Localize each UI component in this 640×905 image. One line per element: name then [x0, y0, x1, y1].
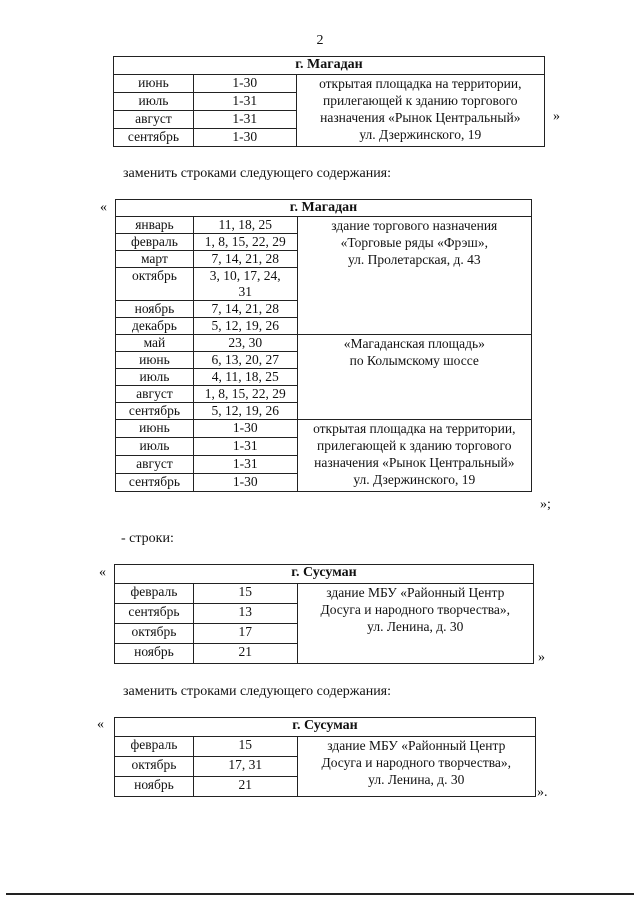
days-cell: 1-31 — [193, 438, 297, 456]
address-line: ул. Ленина, д. 30 — [368, 772, 465, 787]
days-cell: 15 — [193, 584, 297, 604]
address-line: здание МБУ «Районный Центр — [327, 738, 506, 753]
month-cell: июнь — [114, 75, 194, 93]
days-cell: 13 — [193, 604, 297, 624]
address-line: прилегающей к зданию торгового — [317, 438, 512, 453]
month-cell: январь — [116, 217, 194, 234]
address-cell — [296, 75, 544, 147]
table-header-city: г. Магадан — [116, 200, 532, 217]
address-line: Досуга и народного творчества», — [320, 602, 511, 617]
days-cell: 17 — [193, 624, 297, 644]
address-line: здание торгового назначения — [331, 218, 498, 233]
address-line: Досуга и народного творчества», — [321, 755, 512, 770]
closing-quote: » — [538, 650, 545, 665]
days-cell: 5, 12, 19, 26 — [193, 318, 297, 335]
opening-quote: « — [100, 200, 107, 215]
address-cell — [297, 737, 535, 797]
days-cell: 1, 8, 15, 22, 29 — [193, 386, 297, 403]
days-cell: 21 — [193, 644, 297, 664]
table-header-city: г. Сусуман — [115, 718, 536, 737]
address-line: ул. Пролетарская, д. 43 — [347, 252, 481, 267]
month-cell: май — [116, 335, 194, 352]
opening-quote: « — [99, 565, 106, 580]
days-cell: 1-31 — [193, 111, 296, 129]
closing-quote: » — [553, 109, 560, 124]
days-cell — [193, 268, 297, 301]
address-cell — [297, 335, 531, 420]
days-cell: 5, 12, 19, 26 — [193, 403, 297, 420]
address-line: «Магаданская площадь» — [343, 336, 485, 351]
month-cell: август — [114, 111, 194, 129]
days-line: 31 — [238, 284, 252, 299]
days-cell: 11, 18, 25 — [193, 217, 297, 234]
days-cell: 7, 14, 21, 28 — [193, 301, 297, 318]
month-cell: сентябрь — [116, 474, 194, 492]
opening-quote: « — [97, 717, 104, 732]
month-cell: ноябрь — [116, 301, 194, 318]
table-magadan-new — [115, 199, 532, 492]
address-line: здание МБУ «Районный Центр — [326, 585, 505, 600]
address-line: открытая площадка на территории, — [319, 76, 522, 91]
month-cell: сентябрь — [116, 403, 194, 420]
days-cell: 23, 30 — [193, 335, 297, 352]
days-cell: 1-30 — [193, 474, 297, 492]
days-cell: 17, 31 — [193, 757, 297, 777]
address-line: назначения «Рынок Центральный» — [314, 455, 515, 470]
month-cell: июль — [114, 93, 194, 111]
days-cell: 4, 11, 18, 25 — [193, 369, 297, 386]
address-line: «Торговые ряды «Фрэш», — [340, 235, 488, 250]
bottom-rule — [6, 893, 634, 895]
days-cell: 6, 13, 20, 27 — [193, 352, 297, 369]
month-cell: ноябрь — [115, 777, 194, 797]
address-line: по Колымскому шоссе — [349, 353, 479, 368]
month-cell: март — [116, 251, 194, 268]
days-cell: 1-30 — [193, 129, 296, 147]
days-cell: 15 — [193, 737, 297, 757]
month-cell: июль — [116, 369, 194, 386]
address-cell — [297, 420, 531, 492]
closing-quote: »; — [540, 497, 551, 512]
month-cell: июль — [116, 438, 194, 456]
month-cell: февраль — [115, 737, 194, 757]
month-cell: август — [116, 456, 194, 474]
month-cell: октябрь — [115, 757, 194, 777]
month-cell: июнь — [116, 420, 194, 438]
days-cell: 1-30 — [193, 75, 296, 93]
days-cell: 1-31 — [193, 456, 297, 474]
table-header-city: г. Магадан — [114, 57, 545, 75]
days-cell: 1-31 — [193, 93, 296, 111]
month-cell: сентябрь — [115, 604, 194, 624]
month-cell: декабрь — [116, 318, 194, 335]
month-cell: ноябрь — [115, 644, 194, 664]
address-line: назначения «Рынок Центральный» — [320, 110, 521, 125]
table-magadan-old — [113, 56, 545, 147]
month-cell: октябрь — [115, 624, 194, 644]
month-cell: июнь — [116, 352, 194, 369]
table-header-city: г. Сусуман — [115, 565, 534, 584]
table-susuman-new — [114, 717, 536, 797]
address-line: ул. Дзержинского, 19 — [353, 472, 476, 487]
address-line: ул. Ленина, д. 30 — [367, 619, 464, 634]
paragraph-lines: - строки: — [121, 531, 174, 546]
days-cell: 1-30 — [193, 420, 297, 438]
paragraph-replace: заменить строками следующего содержания: — [123, 166, 392, 181]
month-cell: февраль — [115, 584, 194, 604]
address-line: ул. Дзержинского, 19 — [359, 127, 482, 142]
address-line: прилегающей к зданию торгового — [323, 93, 518, 108]
days-cell: 1, 8, 15, 22, 29 — [193, 234, 297, 251]
month-cell: сентябрь — [114, 129, 194, 147]
address-cell — [297, 217, 531, 335]
page-number: 2 — [316, 33, 324, 48]
closing-quote: ». — [537, 785, 548, 800]
address-line: открытая площадка на территории, — [313, 421, 516, 436]
days-cell: 7, 14, 21, 28 — [193, 251, 297, 268]
table-susuman-old — [114, 564, 534, 664]
month-cell: октябрь — [116, 268, 194, 301]
address-cell — [297, 584, 533, 664]
month-cell: август — [116, 386, 194, 403]
days-line: 3, 10, 17, 24, — [209, 268, 281, 283]
days-cell: 21 — [193, 777, 297, 797]
month-cell: февраль — [116, 234, 194, 251]
paragraph-replace: заменить строками следующего содержания: — [123, 684, 392, 699]
